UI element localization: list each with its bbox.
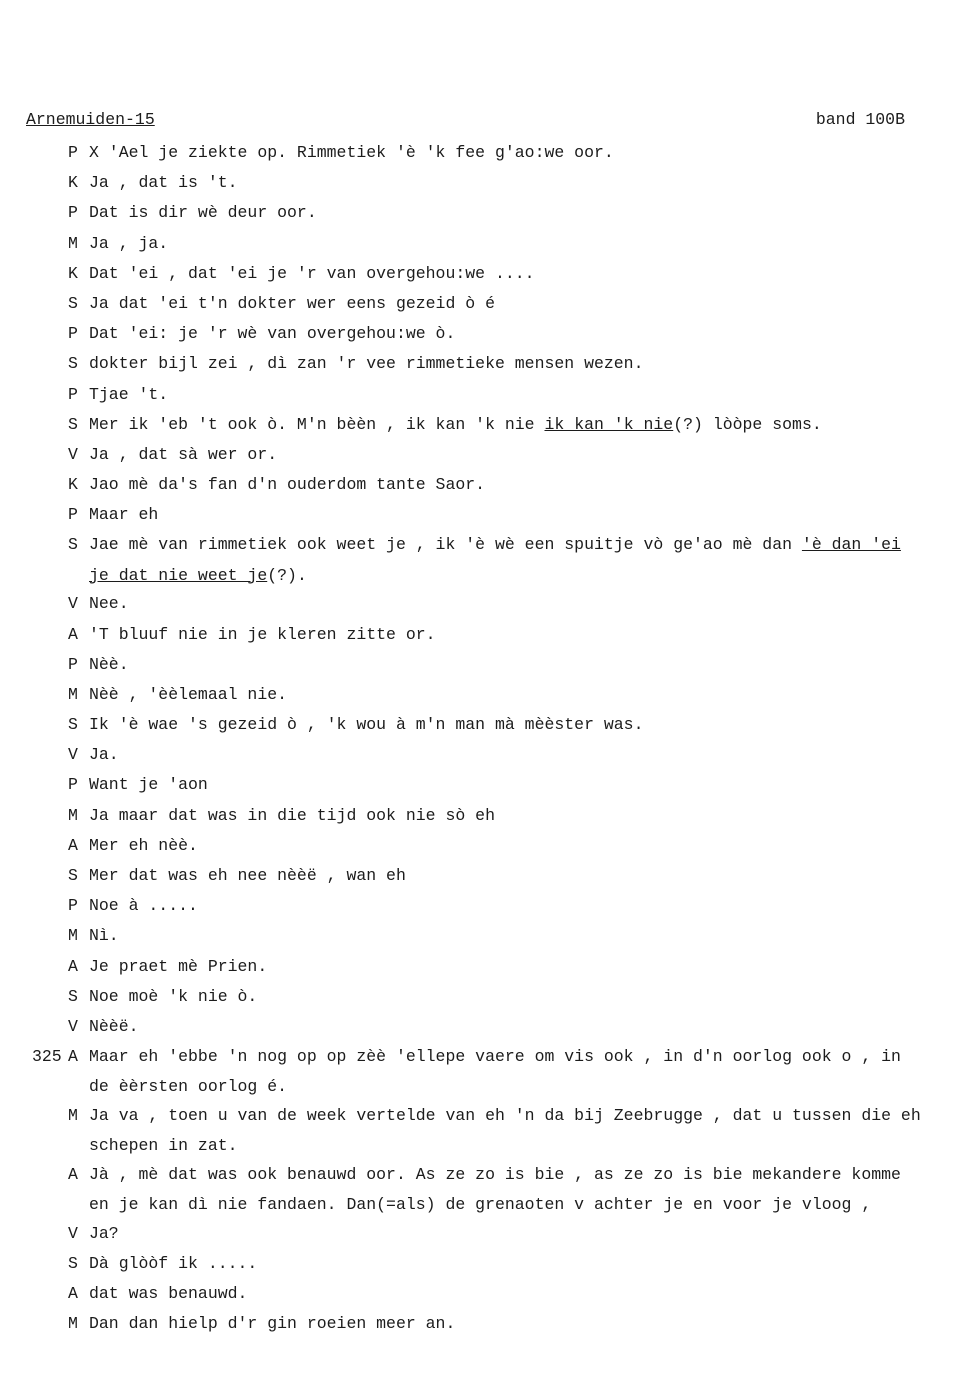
utterance-text xyxy=(89,1135,238,1157)
utterance-text xyxy=(89,1105,921,1127)
utterance-text xyxy=(89,624,436,646)
transcript-line xyxy=(0,353,973,383)
band-label: band 100B xyxy=(815,110,905,129)
text-segment: Je praet mè Prien. xyxy=(89,956,268,976)
utterance-text xyxy=(89,233,168,255)
utterance-text xyxy=(89,593,129,615)
utterance-text xyxy=(89,353,644,375)
utterance-text xyxy=(89,925,119,947)
transcript-line xyxy=(0,805,973,835)
speaker-label: S xyxy=(68,535,78,555)
utterance-text xyxy=(89,293,495,315)
text-segment: Nì. xyxy=(89,926,119,946)
text-segment: Tjae 't. xyxy=(89,384,169,404)
utterance-text xyxy=(89,744,119,766)
speaker-label: S xyxy=(68,293,78,313)
text-segment: Ja , dat sà wer or. xyxy=(89,444,278,464)
transcript-line xyxy=(0,474,973,504)
transcript-line xyxy=(0,835,973,865)
utterance-text xyxy=(89,805,495,827)
utterance-text xyxy=(89,865,406,887)
text-segment: Maar eh 'ebbe 'n nog op op zèè 'ellepe vaere om vis ook , in d'n oorlog ook o , in xyxy=(89,1047,901,1067)
utterance-text xyxy=(89,172,238,194)
speaker-label: P xyxy=(68,203,78,223)
transcript-line xyxy=(0,865,973,895)
text-segment: Jae mè van rimmetiek ook weet je , ik 'è wè een spuitje vò ge'ao mè dan xyxy=(89,535,802,555)
text-segment: Ja dat 'ei t'n dokter wer eens gezeid ò é xyxy=(89,293,495,313)
speaker-label: P xyxy=(68,896,78,916)
transcript-line xyxy=(0,1046,973,1076)
speaker-label: A xyxy=(68,624,78,644)
speaker-label: M xyxy=(68,926,78,946)
text-segment: Ik 'è wae 's gezeid ò , 'k wou à m'n man mà mèèster was. xyxy=(89,715,644,735)
speaker-label: V xyxy=(68,594,78,614)
text-segment: Nee. xyxy=(89,594,129,614)
transcript-line xyxy=(0,714,973,744)
speaker-label: V xyxy=(68,1016,78,1036)
transcript-line xyxy=(0,172,973,202)
speaker-label: P xyxy=(68,384,78,404)
speaker-label: M xyxy=(68,1314,78,1334)
transcript-line xyxy=(0,684,973,714)
speaker-label: A xyxy=(68,1284,78,1304)
transcript-line xyxy=(0,293,973,323)
text-segment: (?). xyxy=(267,565,307,585)
utterance-text xyxy=(89,414,822,436)
speaker-label: V xyxy=(68,1223,78,1243)
text-segment: de èèrsten oorlog é. xyxy=(89,1077,288,1097)
utterance-text xyxy=(89,444,277,466)
text-segment: schepen in zat. xyxy=(89,1136,238,1156)
speaker-label: M xyxy=(68,684,78,704)
speaker-label: A xyxy=(68,956,78,976)
transcript-line xyxy=(0,593,973,623)
utterance-text xyxy=(89,202,317,224)
transcript-line xyxy=(0,263,973,293)
utterance-text xyxy=(89,504,158,526)
text-segment: 'T bluuf nie in je kleren zitte or. xyxy=(89,624,436,644)
utterance-text xyxy=(89,956,267,978)
utterance-text xyxy=(89,684,287,706)
utterance-text xyxy=(89,565,307,587)
speaker-label: S xyxy=(68,414,78,434)
speaker-label: S xyxy=(68,986,78,1006)
speaker-label: P xyxy=(68,505,78,525)
speaker-label: S xyxy=(68,715,78,735)
utterance-text xyxy=(89,323,455,345)
transcript-line xyxy=(0,895,973,925)
text-segment: dat was benauwd. xyxy=(89,1284,248,1304)
utterance-text xyxy=(89,142,614,164)
speaker-label: V xyxy=(68,444,78,464)
text-segment: Mer eh nèè. xyxy=(89,835,198,855)
utterance-text xyxy=(89,534,901,556)
text-segment: Dà glòòf ik ..... xyxy=(89,1253,258,1273)
speaker-label: P xyxy=(68,143,78,162)
text-segment: Maar eh xyxy=(89,505,159,525)
transcript-line xyxy=(0,233,973,263)
speaker-label: S xyxy=(68,354,78,374)
speaker-label: K xyxy=(68,475,78,495)
line-number: 325 xyxy=(32,1047,62,1067)
transcript-line xyxy=(0,1313,973,1343)
transcript xyxy=(0,142,973,1344)
utterance-text xyxy=(89,774,208,796)
transcript-line xyxy=(0,654,973,684)
text-segment: Ja? xyxy=(89,1223,119,1243)
text-segment: Mer dat was eh nee nèèë , wan eh xyxy=(89,866,406,885)
utterance-text xyxy=(89,654,129,676)
text-segment: Nèè , 'èèlemaal nie. xyxy=(89,684,288,704)
utterance-text xyxy=(89,1283,247,1305)
utterance-text xyxy=(89,1046,901,1068)
speaker-label: A xyxy=(68,1047,78,1067)
utterance-text xyxy=(89,1164,901,1186)
utterance-text xyxy=(89,263,535,285)
speaker-label: S xyxy=(68,866,78,885)
speaker-label: A xyxy=(68,1164,78,1184)
transcript-line xyxy=(0,1016,973,1046)
text-segment: Dat 'ei: je 'r wè van overgehou:we ò. xyxy=(89,324,456,344)
transcript-line xyxy=(0,956,973,986)
text-segment: Ja. xyxy=(89,745,119,765)
transcript-line xyxy=(0,384,973,414)
underlined-segment: ik kan 'k nie xyxy=(544,414,674,434)
text-segment: Jà , mè dat was ook benauwd oor. As ze zo is bie , as ze zo is bie mekandere komme xyxy=(89,1164,901,1184)
text-segment: Noe à ..... xyxy=(89,896,198,916)
speaker-label: S xyxy=(68,1253,78,1273)
text-segment: Nèèë. xyxy=(89,1016,139,1036)
transcript-line xyxy=(0,504,973,534)
transcript-line xyxy=(0,925,973,955)
transcript-line xyxy=(0,142,973,172)
utterance-text xyxy=(89,1313,455,1335)
transcript-line xyxy=(0,744,973,774)
transcript-line xyxy=(0,986,973,1016)
transcript-continuation-line xyxy=(0,1135,973,1164)
speaker-label: P xyxy=(68,324,78,344)
transcript-line xyxy=(0,202,973,232)
utterance-text xyxy=(89,1223,119,1245)
utterance-text xyxy=(89,1016,139,1038)
underlined-segment: je dat nie weet je xyxy=(89,565,268,585)
speaker-label: P xyxy=(68,775,78,795)
transcript-line xyxy=(0,1253,973,1283)
transcript-line xyxy=(0,534,973,564)
transcript-continuation-line xyxy=(0,1076,973,1105)
transcript-line xyxy=(0,414,973,444)
utterance-text xyxy=(89,1253,257,1275)
speaker-label: M xyxy=(68,805,78,825)
page-header xyxy=(26,110,905,134)
text-segment: Noe moè 'k nie ò. xyxy=(89,986,258,1006)
text-segment: X 'Ael je ziekte op. Rimmetiek 'è 'k fee g'ao:we oor. xyxy=(89,143,614,162)
text-segment: Ja , ja. xyxy=(89,233,169,253)
text-segment: (?) lòòpe soms. xyxy=(673,414,822,434)
transcript-line xyxy=(0,624,973,654)
transcript-line xyxy=(0,774,973,804)
document-title: Arnemuiden-15 xyxy=(26,110,155,129)
text-segment: Want je 'aon xyxy=(89,775,208,795)
transcript-line xyxy=(0,323,973,353)
text-segment: en je kan dì nie fandaen. Dan(=als) de grenaoten v achter je en voor je vloog , xyxy=(89,1195,872,1215)
speaker-label: K xyxy=(68,173,78,193)
utterance-text xyxy=(89,384,168,406)
text-segment: Ja maar dat was in die tijd ook nie sò eh xyxy=(89,805,495,825)
transcript-line xyxy=(0,1223,973,1253)
text-segment: Dat 'ei , dat 'ei je 'r van overgehou:we .... xyxy=(89,263,535,283)
utterance-text xyxy=(89,474,485,496)
transcript-line xyxy=(0,1283,973,1313)
transcript-continuation-line xyxy=(0,565,973,594)
transcript-line xyxy=(0,1105,973,1135)
text-segment: Ja va , toen u van de week vertelde van eh 'n da bij Zeebrugge , dat u tussen die eh xyxy=(89,1106,921,1125)
speaker-label: M xyxy=(68,1106,78,1125)
transcript-continuation-line xyxy=(0,1194,973,1223)
utterance-text xyxy=(89,835,198,857)
speaker-label: P xyxy=(68,654,78,674)
transcript-line xyxy=(0,1164,973,1194)
utterance-text xyxy=(89,895,198,917)
text-segment: Mer ik 'eb 't ook ò. M'n bèèn , ik kan 'k nie xyxy=(89,414,545,434)
text-segment: Jao mè da's fan d'n ouderdom tante Saor. xyxy=(89,475,486,495)
utterance-text xyxy=(89,1076,287,1098)
speaker-label: M xyxy=(68,233,78,253)
speaker-label: A xyxy=(68,835,78,855)
text-segment: Nèè. xyxy=(89,654,129,674)
underlined-segment: 'è dan 'ei xyxy=(801,535,901,555)
transcript-line xyxy=(0,444,973,474)
text-segment: Dat is dir wè deur oor. xyxy=(89,203,317,223)
utterance-text xyxy=(89,1194,871,1216)
speaker-label: K xyxy=(68,263,78,283)
utterance-text xyxy=(89,986,257,1008)
speaker-label: V xyxy=(68,745,78,765)
utterance-text xyxy=(89,714,644,736)
text-segment: dokter bijl zei , dì zan 'r vee rimmetieke mensen wezen. xyxy=(89,354,644,374)
text-segment: Dan dan hielp d'r gin roeien meer an. xyxy=(89,1314,456,1334)
text-segment: Ja , dat is 't. xyxy=(89,173,238,193)
